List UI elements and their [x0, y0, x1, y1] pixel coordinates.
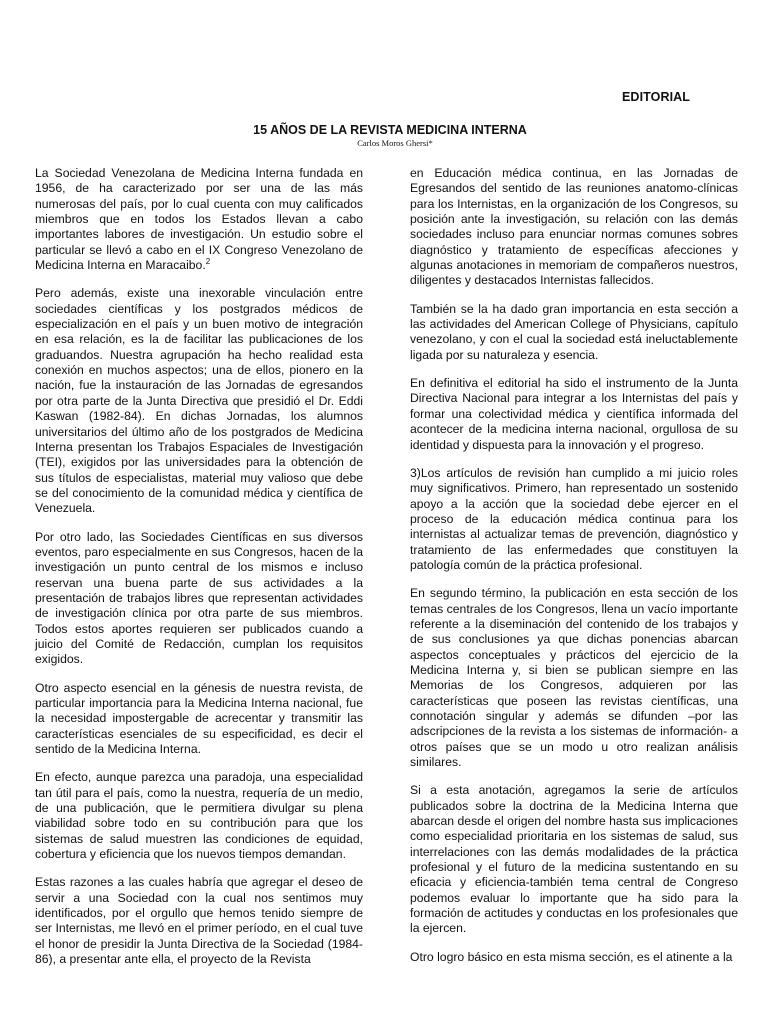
paragraph: en Educación médica continua, en las Jornadas de Egresandos del sentido de las reuniones anatomo-clínicas para los Internistas, en la organización de los Congresos, su posición ante la investigación, su relación con las demás sociedades incluso para enunciar normas comunes sobres diagnóstico y tratamiento de específicas afecciones y algunas anotaciones in memoriam de compañeros nuestros, diligentes y destacados Internistas fallecidos. [410, 166, 738, 288]
paragraph-text: La Sociedad Venezolana de Medicina Interna fundada en 1956, de ha caracterizado por ser una de las más numerosas del país, por lo cual cuenta con muy calificados miembros que en todos los Estados llevan a cabo importantes labores de investigación. Un estudio sobre el particular se llevó a cabo en el IX Congreso Venezolano de Medicina Interna en Maracaibo. [35, 166, 363, 273]
paragraph: Si a esta anotación, agregamos la serie de artículos publicados sobre la doctrina de la Medicina Interna que abarcan desde el origen del nombre hasta sus implicaciones como especialidad prioritaria en los sistemas de salud, sus interrelaciones con las demás modalidades de la práctica profesional y el futuro de la medicina sustentando en su eficacia y eficiencia-también tema central de Congreso podemos evaluar lo importante que ha sido para la formación de actitudes y conductas en los profesionales que la ejercen. [410, 783, 738, 936]
paragraph: En definitiva el editorial ha sido el instrumento de la Junta Directiva Nacional para integrar a los Internistas del país y formar una colectividad médica y científica informada del acontecer de la medicina interna nacional, orgullosa de su identidad y dispuesta para la innovación y el progreso. [410, 376, 738, 452]
paragraph: También se la ha dado gran importancia en esta sección a las actividades del American College of Physicians, capítulo venezolano, y con el cual la sociedad está ineluctablemente ligada por su naturaleza y esencia. [410, 301, 738, 362]
paragraph: Otro logro básico en esta misma sección, es el atinente a la [410, 949, 733, 964]
paragraph: Estas razones a las cuales habría que agregar el deseo de servir a una Sociedad con la cual nos sentimos muy identificados, por el orgullo que hemos tenido siempre de ser Internistas, me llevó en el primer período, en el cual tuve el honor de presidir la Junta Directiva de la Sociedad (1984-86), a presentar ante ella, el proyecto de la Revista [35, 875, 363, 967]
left-column [35, 166, 363, 968]
paragraph: En efecto, aunque parezca una paradoja, una especialidad tan útil para el país, como la nuestra, requería de un medio, de una publicación, que le permitiera divulgar su plena viabilidad sobre todo en su contribución para que los sistemas de salud muestren las condiciones de equidad, cobertura y eficiencia que los nuevos tiempos demandan. [35, 770, 363, 862]
paragraph: En segundo término, la publicación en esta sección de los temas centrales de los Congresos, llena un vacío importante referente a la diseminación del contenido de los trabajos y de sus conclusiones ya que dichas ponencias abarcan aspectos conceptuales y prácticos del ejercicio de la Medicina Interna y, si bien se publican siempre en las Memorias de los Congresos, adquieren por las características que poseen las revistas científicas, una connotación singular y además se difunden –por las adscripciones de la revista a los sistemas de información- a otros países que se un modo u otro realizan análisis similares. [410, 586, 738, 770]
paragraph: 3)Los artículos de revisión han cumplido a mi juicio roles muy significativos. Primero, han representado un sostenido apoyo a la acción que la sociedad debe ejercer en el proceso de la educación médica continua para los internistas al actualizar temas de prevención, diagnóstico y tratamiento de las enfermedades que constituyen la patología común de la práctica profesional. [410, 465, 738, 572]
paragraph: Por otro lado, las Sociedades Científicas en sus diversos eventos, paro especialmente en sus Congresos, hacen de la investigación un punto central de los mismos e incluso reservan una buena parte de sus actividades a la presentación de trabajos libres que representan actividades de investigación clínica por otra parte de sus miembros. Todos estos aportes requieren ser publicados cuando a juicio del Comité de Redacción, cumplan los requisitos exigidos. [35, 529, 363, 667]
right-column [410, 166, 738, 965]
paragraph: Pero además, existe una inexorable vinculación entre sociedades científicas y los postgrados médicos de especialización en el país y un buen motivo de integración en esa relación, es la de facilitar las publicaciones de los graduandos. Nuestra agrupación ha hecho realidad esta conexión en muchos aspectos; una de ellos, pionero en la nación, fue la instauración de las Jornadas de egresandos por otra parte de la Junta Directiva que presidió el Dr. Eddi Kaswan (1982-84). En dichas Jornadas, los alumnos universitarios del último año de los postgrados de Medicina Interna presentan los Trabajos Espaciales de Investigación (TEI), exigidos por las universidades para la obtención de sus títulos de especialistas, material muy valioso que debe se del conocimiento de la comunidad médica y científica de Venezuela. [35, 286, 363, 516]
paragraph: Otro aspecto esencial en la génesis de nuestra revista, de particular importancia para la Medicina Interna nacional, fue la necesidad impostergable de acrecentar y transmitir las características esenciales de su especificidad, es decir el sentido de la Medicina Interna. [35, 680, 363, 757]
section-label: EDITORIAL [622, 90, 691, 104]
article-title: 15 AÑOS DE LA REVISTA MEDICINA INTERNA [253, 123, 527, 137]
author-line: Carlos Moros Ghersi* [357, 138, 433, 148]
paragraph [35, 166, 363, 273]
reference-superscript: 2 [205, 257, 211, 266]
